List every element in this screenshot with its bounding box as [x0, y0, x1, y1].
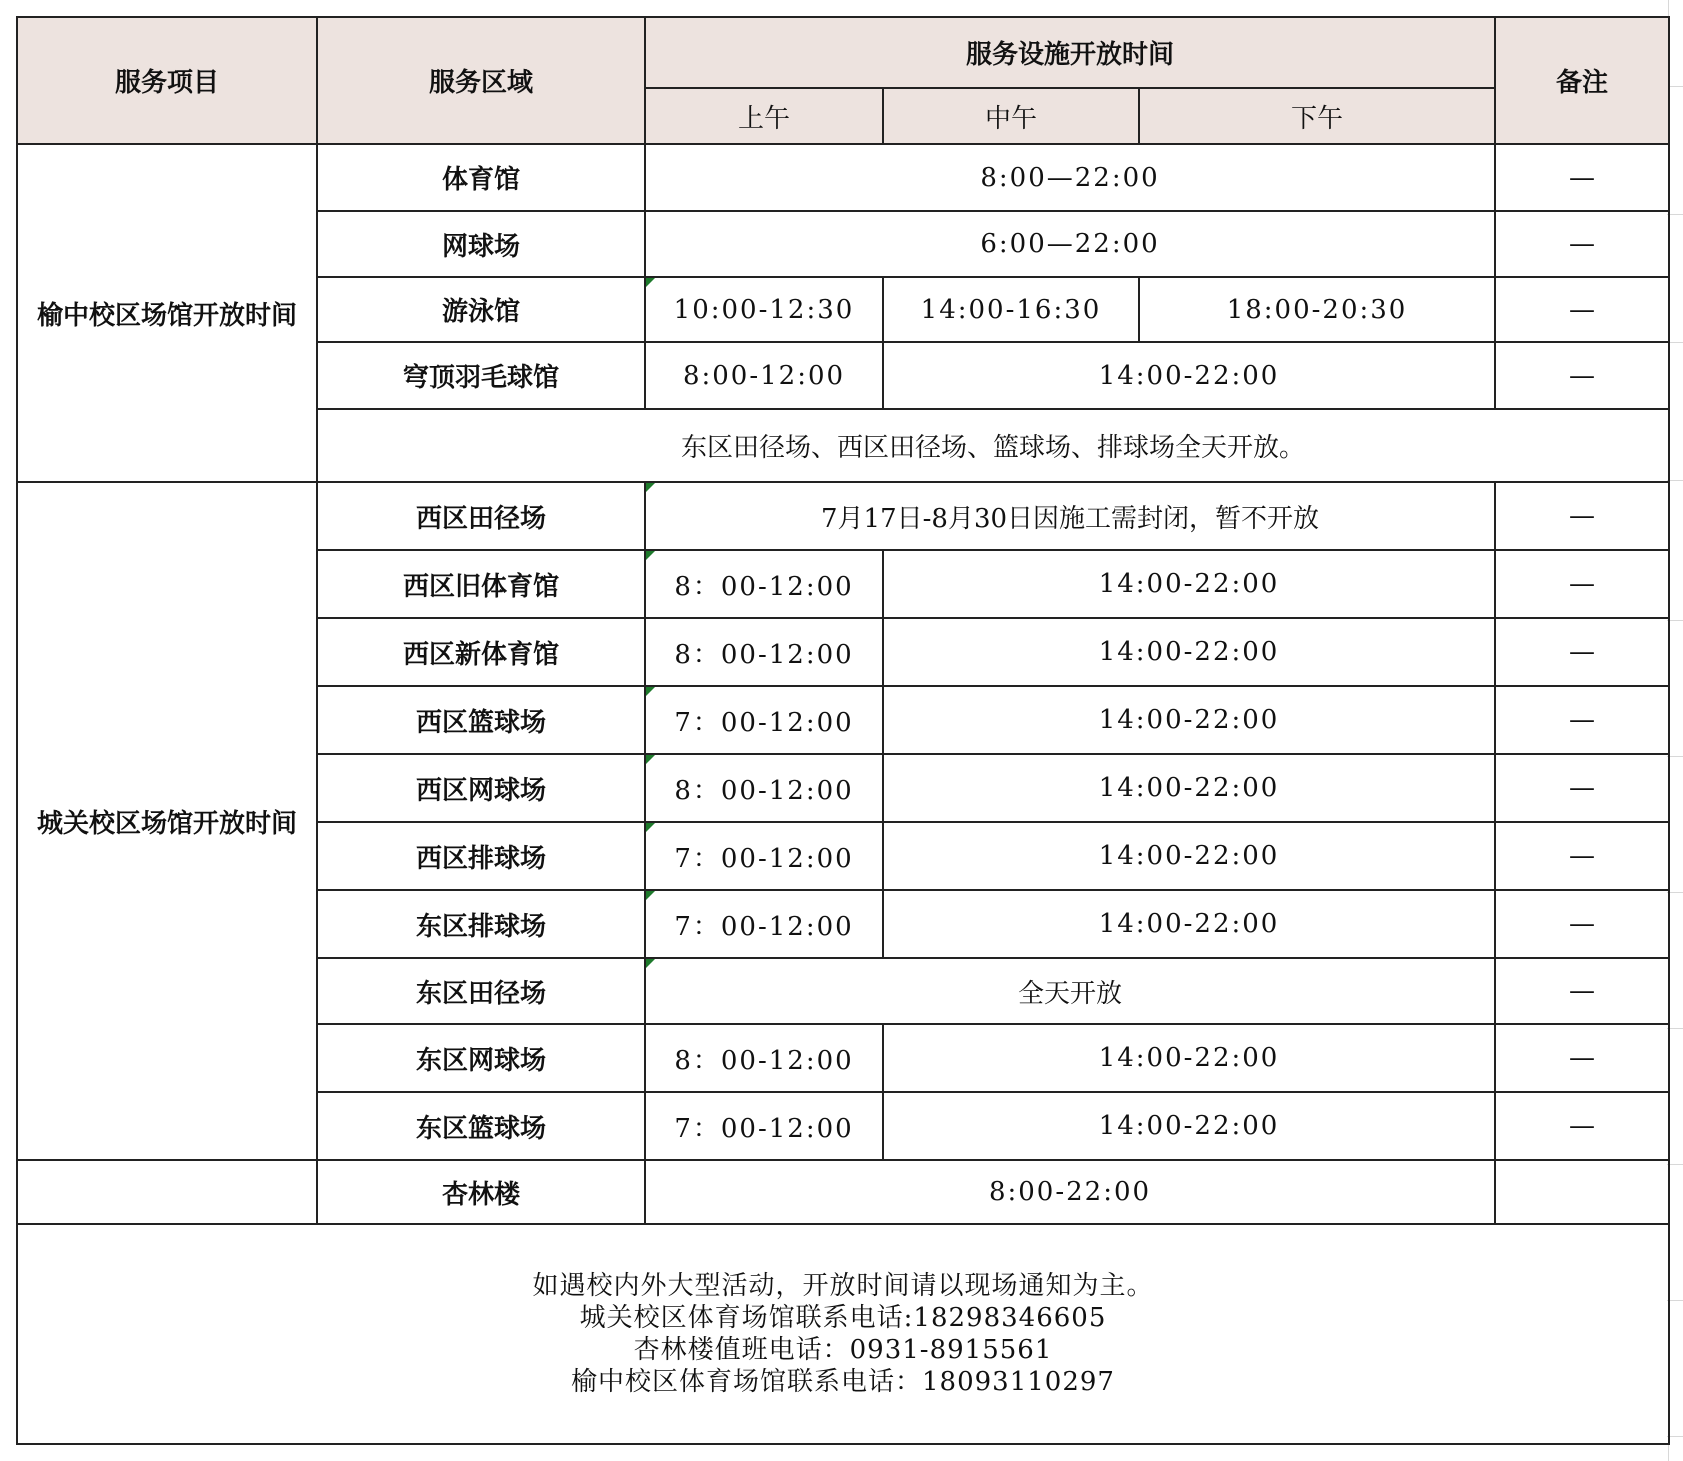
area-name: 西区排球场: [317, 822, 645, 890]
area-name: 网球场: [317, 211, 645, 277]
time-noon: 14:00-16:30: [883, 277, 1139, 342]
area-name: 东区田径场: [317, 958, 645, 1024]
time-morning-text: 7：00-12:00: [674, 707, 854, 738]
comment-marker: [646, 687, 655, 696]
footer-row: [17, 1224, 1669, 1444]
comment-marker: [646, 551, 655, 560]
time-rest: 14:00-22:00: [883, 550, 1495, 618]
time-rest: 14:00-22:00: [883, 1024, 1495, 1092]
area-name: 西区田径场: [317, 482, 645, 550]
header-open-time: 服务设施开放时间: [645, 17, 1495, 88]
area-name: 穹顶羽毛球馆: [317, 342, 645, 409]
time-morning: [645, 686, 883, 754]
header-noon: 中午: [883, 88, 1139, 144]
remark-cell: —: [1495, 822, 1669, 890]
area-name: 体育馆: [317, 144, 645, 211]
header-afternoon: 下午: [1139, 88, 1495, 144]
all-day-notice: 东区田径场、西区田径场、篮球场、排球场全天开放。: [317, 409, 1669, 482]
area-name: 西区旧体育馆: [317, 550, 645, 618]
campus-label-chengguan: 城关校区场馆开放时间: [17, 482, 317, 1160]
time-all: 6:00—22:00: [645, 211, 1495, 277]
time-morning: 8:00-12:00: [645, 342, 883, 409]
comment-marker: [646, 959, 655, 968]
remark-cell: —: [1495, 958, 1669, 1024]
time-all: 8:00-22:00: [645, 1160, 1495, 1224]
time-all: [645, 482, 1495, 550]
remark-cell: —: [1495, 890, 1669, 958]
time-morning: [645, 754, 883, 822]
area-name: 西区篮球场: [317, 686, 645, 754]
table-row: [17, 482, 1669, 550]
time-morning: [645, 277, 883, 342]
footer-line-xinglin-phone: 杏林楼值班电话：0931-8915561: [633, 1335, 1053, 1365]
closure-notice: 7月17日-8月30日因施工需封闭，暂不开放: [820, 503, 1320, 534]
area-name: 东区网球场: [317, 1024, 645, 1092]
remark-cell: —: [1495, 1024, 1669, 1092]
header-row-1: [17, 17, 1669, 88]
time-rest: 14:00-22:00: [883, 822, 1495, 890]
area-name: 东区篮球场: [317, 1092, 645, 1160]
remark-cell: —: [1495, 550, 1669, 618]
time-morning-text: 7：00-12:00: [674, 911, 854, 942]
header-remark: 备注: [1495, 17, 1669, 144]
comment-marker: [646, 755, 655, 764]
time-rest: 14:00-22:00: [883, 1092, 1495, 1160]
time-rest: 14:00-22:00: [883, 618, 1495, 686]
time-rest: 14:00-22:00: [883, 686, 1495, 754]
area-name: 东区排球场: [317, 890, 645, 958]
area-name: 游泳馆: [317, 277, 645, 342]
header-service-item: 服务项目: [17, 17, 317, 144]
remark-cell: —: [1495, 144, 1669, 211]
time-morning-text: 8：00-12:00: [674, 775, 854, 806]
remark-cell: —: [1495, 482, 1669, 550]
comment-marker: [646, 278, 655, 287]
remark-cell: —: [1495, 1092, 1669, 1160]
time-rest: 14:00-22:00: [883, 890, 1495, 958]
header-morning: 上午: [645, 88, 883, 144]
facility-schedule-table: [16, 16, 1670, 1445]
time-morning: 8：00-12:00: [645, 1024, 883, 1092]
remark-cell: —: [1495, 754, 1669, 822]
time-morning: [645, 822, 883, 890]
remark-cell-empty: [1495, 1160, 1669, 1224]
time-rest: 14:00-22:00: [883, 754, 1495, 822]
time-morning: 7：00-12:00: [645, 1092, 883, 1160]
time-afternoon: 18:00-20:30: [1139, 277, 1495, 342]
remark-cell: —: [1495, 211, 1669, 277]
header-service-area: 服务区域: [317, 17, 645, 144]
comment-marker: [646, 823, 655, 832]
time-morning-text: 10:00-12:30: [673, 294, 855, 325]
empty-item-cell: [17, 1160, 317, 1224]
remark-cell: —: [1495, 618, 1669, 686]
time-morning: 8：00-12:00: [645, 618, 883, 686]
table-row: [17, 1160, 1669, 1224]
area-name: 西区新体育馆: [317, 618, 645, 686]
campus-label-yuzhong: 榆中校区场馆开放时间: [17, 144, 317, 482]
remark-cell: —: [1495, 686, 1669, 754]
footer-notice: [17, 1224, 1669, 1444]
all-day-open: 全天开放: [1018, 978, 1123, 1009]
table-row: [17, 144, 1669, 211]
time-all: 8:00—22:00: [645, 144, 1495, 211]
time-all: [645, 958, 1495, 1024]
time-morning-text: 7：00-12:00: [674, 843, 854, 874]
time-morning: [645, 550, 883, 618]
remark-cell: —: [1495, 342, 1669, 409]
time-morning-text: 8：00-12:00: [674, 571, 854, 602]
area-name: 杏林楼: [317, 1160, 645, 1224]
footer-line-activity: 如遇校内外大型活动，开放时间请以现场通知为主。: [532, 1271, 1154, 1301]
footer-line-chengguan-phone: 城关校区体育场馆联系电话:18298346605: [579, 1303, 1107, 1333]
comment-marker: [646, 891, 655, 900]
comment-marker: [646, 483, 655, 492]
time-morning: [645, 890, 883, 958]
time-rest: 14:00-22:00: [883, 342, 1495, 409]
remark-cell: —: [1495, 277, 1669, 342]
area-name: 西区网球场: [317, 754, 645, 822]
footer-line-yuzhong-phone: 榆中校区体育场馆联系电话：18093110297: [571, 1367, 1115, 1397]
